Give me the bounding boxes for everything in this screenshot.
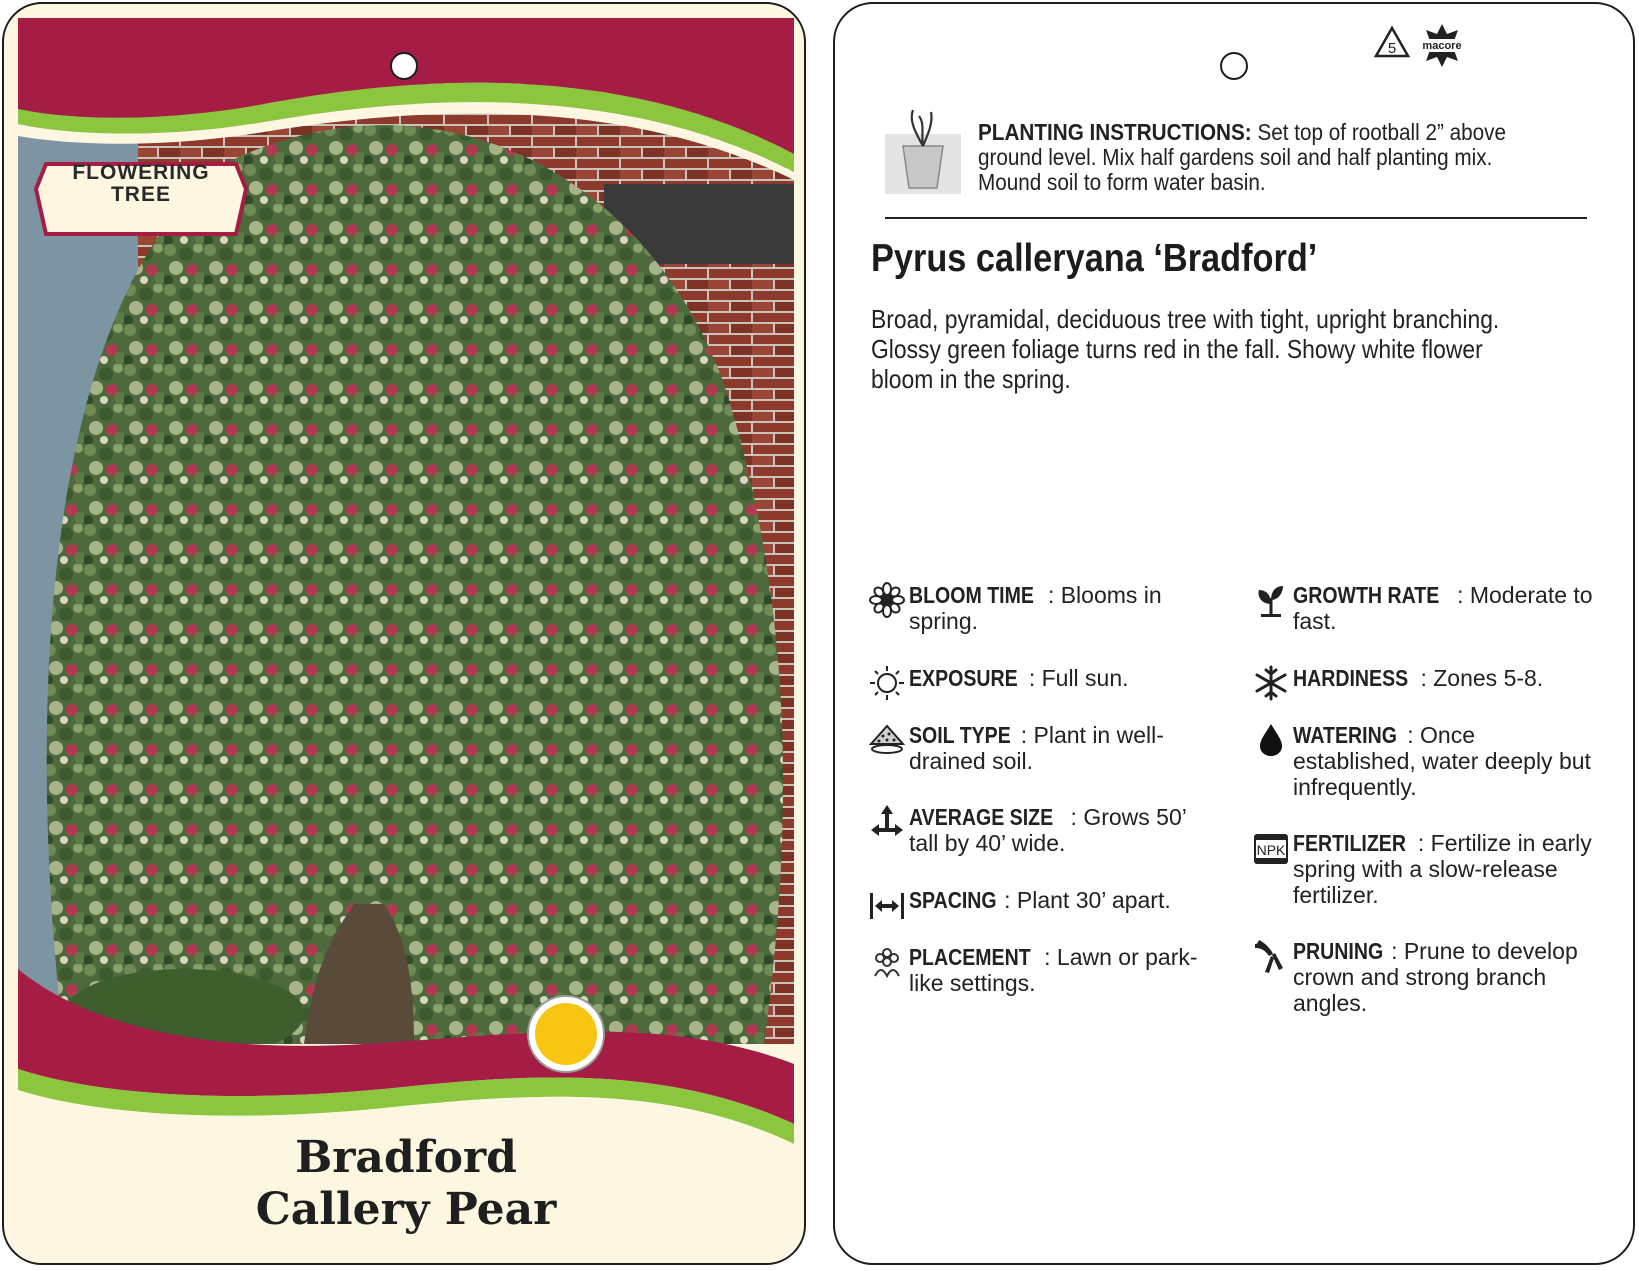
attr-label: FERTILIZER — [1293, 830, 1406, 856]
brand-name: macore — [1422, 40, 1462, 52]
flower-icon — [869, 582, 905, 618]
recycle-icon — [1372, 22, 1412, 68]
planting-instructions — [978, 120, 1527, 195]
attr-bloom-time: BLOOM TIME : Blooms in spring. — [869, 582, 1209, 634]
hang-hole — [1220, 52, 1248, 80]
attr-label: GROWTH RATE — [1293, 582, 1440, 608]
attr-text: Plant in well-drained soil. — [909, 722, 1164, 774]
attr-text: Prune to develop crown and strong branch angles. — [1293, 938, 1578, 1016]
category-badge-text — [38, 162, 244, 206]
water-drop-icon — [1253, 722, 1289, 758]
attr-label: PLACEMENT — [909, 944, 1031, 970]
plant-description: Broad, pyramidal, deciduous tree with tight, upright branching. Glossy green foliage turns red in the fall. Showy white flower bloom in the spring. — [871, 304, 1500, 394]
common-name-line-2: Callery Pear — [255, 1184, 557, 1235]
attr-text: Grows 50’ tall by 40’ wide. — [909, 804, 1187, 856]
snowflake-icon — [1253, 665, 1289, 701]
section-divider — [885, 217, 1587, 219]
attr-text: Fertilize in early spring with a slow-release fertilizer. — [1293, 830, 1592, 908]
attr-watering: WATERING : Once established, water deeply but infrequently. — [1253, 722, 1593, 800]
sun-icon — [869, 665, 905, 701]
attr-growth-rate: GROWTH RATE : Moderate to fast. — [1253, 582, 1593, 634]
tag-front — [2, 2, 806, 1265]
npk-text: NPK — [1256, 842, 1286, 858]
recycle-number: 5 — [1387, 40, 1397, 57]
npk-icon — [1253, 830, 1289, 866]
attr-text: Blooms in spring. — [909, 582, 1162, 634]
attr-text: Plant 30’ apart. — [1016, 887, 1171, 913]
attr-fertilizer: NPK FERTILIZER : Fertilize in early spring with a slow-release fertilizer. — [1253, 830, 1593, 908]
potted-plant-icon — [885, 104, 961, 196]
attr-placement: PLACEMENT : Lawn or park-like settings. — [869, 944, 1209, 996]
attr-pruning: PRUNING : Prune to develop crown and strong branch angles. — [1253, 938, 1593, 1016]
attr-soil-type: SOIL TYPE : Plant in well-drained soil. — [869, 722, 1209, 774]
attr-exposure: EXPOSURE : Full sun. — [869, 665, 1209, 701]
growth-sprout-icon — [1253, 582, 1289, 618]
attr-label: BLOOM TIME — [909, 582, 1034, 608]
size-arrows-icon — [869, 804, 905, 840]
pruning-shears-icon — [1253, 938, 1289, 974]
attr-hardiness: HARDINESS : Zones 5-8. — [1253, 665, 1593, 701]
placement-icon — [869, 944, 905, 980]
attr-label: PRUNING — [1293, 938, 1384, 964]
attr-label: EXPOSURE — [909, 665, 1018, 691]
attr-label: AVERAGE SIZE — [909, 804, 1054, 830]
attr-label: SOIL TYPE — [909, 722, 1011, 748]
tag-back — [833, 2, 1635, 1265]
spacing-arrows-icon — [869, 887, 905, 923]
attr-text: Moderate to fast. — [1293, 582, 1593, 634]
hang-hole — [390, 52, 418, 80]
full-sun-icon — [528, 996, 604, 1072]
badge-line-1: FLOWERING — [72, 161, 210, 184]
soil-icon — [869, 722, 905, 758]
macore-logo — [1414, 22, 1470, 68]
planting-label: PLANTING INSTRUCTIONS: — [978, 119, 1252, 145]
attr-text: Zones 5-8. — [1433, 665, 1544, 691]
planting-text: Set top of rootball 2” above ground level. Mix half gardens soil and half planting mix. Mound soil to form water basin. — [978, 119, 1507, 195]
attr-label: HARDINESS — [1293, 665, 1409, 691]
attr-text: Lawn or park-like settings. — [909, 944, 1198, 996]
attr-text: Once established, water deeply but infrequently. — [1293, 722, 1591, 800]
attr-label: SPACING — [909, 887, 997, 913]
attr-average-size: AVERAGE SIZE : Grows 50’ tall by 40’ wide. — [869, 804, 1209, 856]
attr-label: WATERING — [1293, 722, 1397, 748]
common-name-line-1: Bradford — [295, 1132, 517, 1183]
badge-line-2: TREE — [110, 183, 171, 206]
attr-text: Full sun. — [1041, 665, 1129, 691]
attr-spacing: SPACING : Plant 30’ apart. — [869, 887, 1209, 923]
scientific-name: Pyrus calleryana ‘Bradford’ — [871, 237, 1318, 280]
